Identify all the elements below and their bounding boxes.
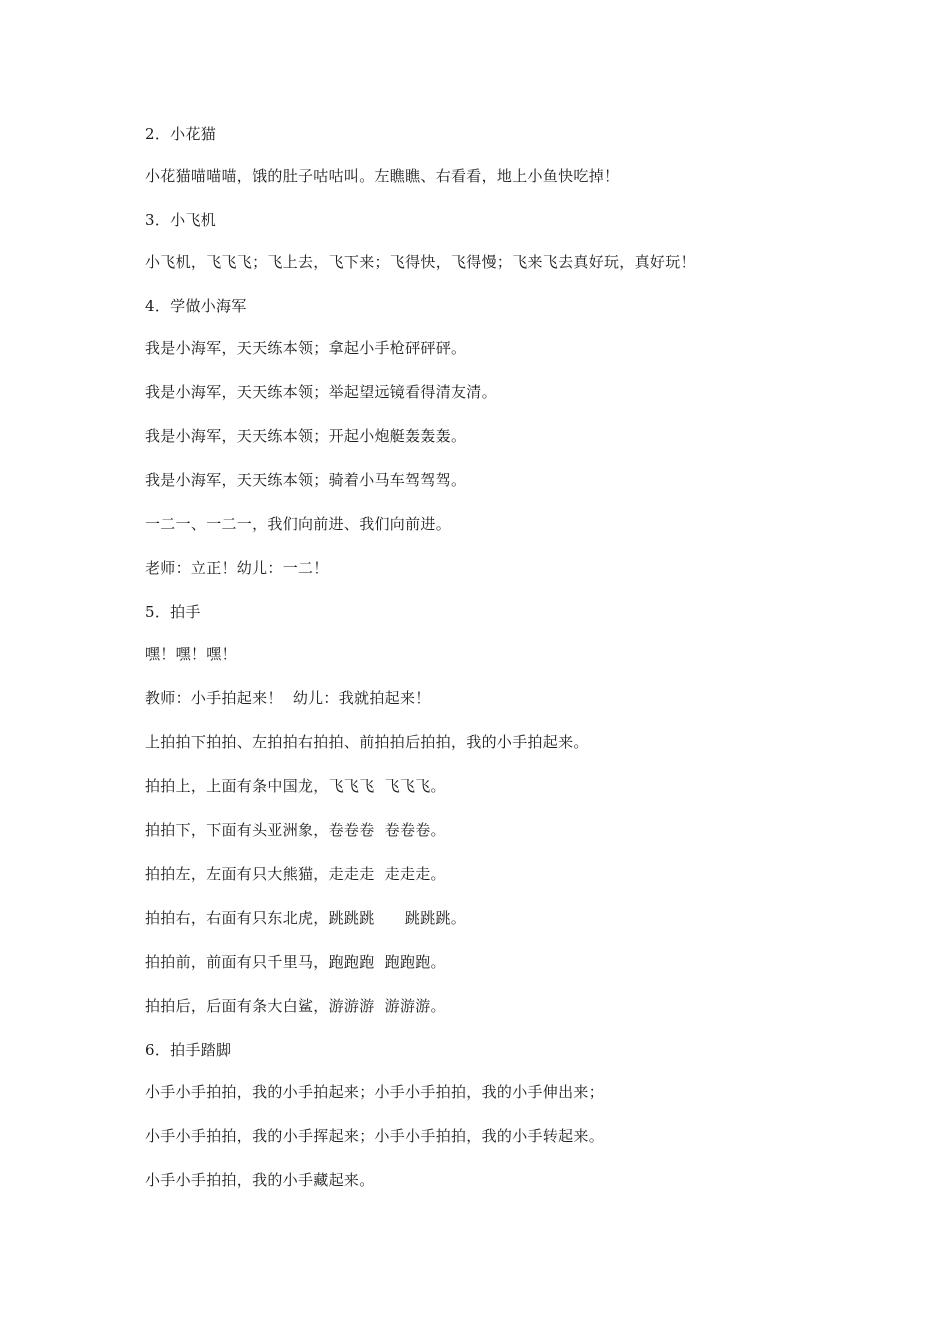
paragraph-line: 一二一、一二一，我们向前进、我们向前进。: [145, 515, 452, 533]
paragraph-line: 拍拍右，右面有只东北虎，跳跳跳 跳跳跳。: [145, 909, 467, 927]
section-heading-plane: 3．小飞机: [145, 211, 217, 229]
paragraph-line: 教师：小手拍起来！ 幼儿：我就拍起来！: [145, 689, 431, 707]
paragraph-line: 上拍拍下拍拍、左拍拍右拍拍、前拍拍后拍拍，我的小手拍起来。: [145, 733, 589, 751]
paragraph-line: 拍拍后，后面有条大白鲨，游游游 游游游。: [145, 997, 446, 1015]
paragraph-line: 我是小海军，天天练本领；举起望远镜看得清友清。: [145, 383, 497, 401]
document-page: [145, 124, 845, 1214]
paragraph-line: 小手小手拍拍，我的小手挥起来；小手小手拍拍，我的小手转起来。: [145, 1127, 605, 1145]
section-heading-clap-stomp: 6．拍手踏脚: [145, 1041, 232, 1059]
section-heading-clap: 5．拍手: [145, 603, 201, 621]
paragraph-line: 拍拍前，前面有只千里马，跑跑跑 跑跑跑。: [145, 953, 446, 971]
paragraph-line: 老师：立正！幼儿：一二！: [145, 559, 329, 577]
paragraph-line: 小手小手拍拍，我的小手拍起来；小手小手拍拍，我的小手伸出来；: [145, 1083, 605, 1101]
section-heading-navy: 4．学做小海军: [145, 297, 247, 315]
section-heading-cat: 2．小花猫: [145, 125, 217, 143]
paragraph-line: 小飞机，飞飞飞；飞上去，飞下来；飞得快，飞得慢；飞来飞去真好玩，真好玩！: [145, 253, 696, 271]
paragraph-line: 拍拍下，下面有头亚洲象，卷卷卷 卷卷卷。: [145, 821, 446, 839]
paragraph-line: 拍拍上，上面有条中国龙，飞飞飞 飞飞飞。: [145, 777, 446, 795]
paragraph-line: 小手小手拍拍，我的小手藏起来。: [145, 1171, 375, 1189]
paragraph-line: 嘿！嘿！嘿！: [145, 645, 237, 663]
paragraph-line: 我是小海军，天天练本领；开起小炮艇轰轰轰。: [145, 427, 467, 445]
paragraph-line: 我是小海军，天天练本领；拿起小手枪砰砰砰。: [145, 339, 467, 357]
paragraph-line: 拍拍左，左面有只大熊猫，走走走 走走走。: [145, 865, 446, 883]
paragraph-line: 小花猫喵喵喵，饿的肚子咕咕叫。左瞧瞧、右看看，地上小鱼快吃掉！: [145, 167, 620, 185]
paragraph-line: 我是小海军，天天练本领；骑着小马车驾驾驾。: [145, 471, 467, 489]
